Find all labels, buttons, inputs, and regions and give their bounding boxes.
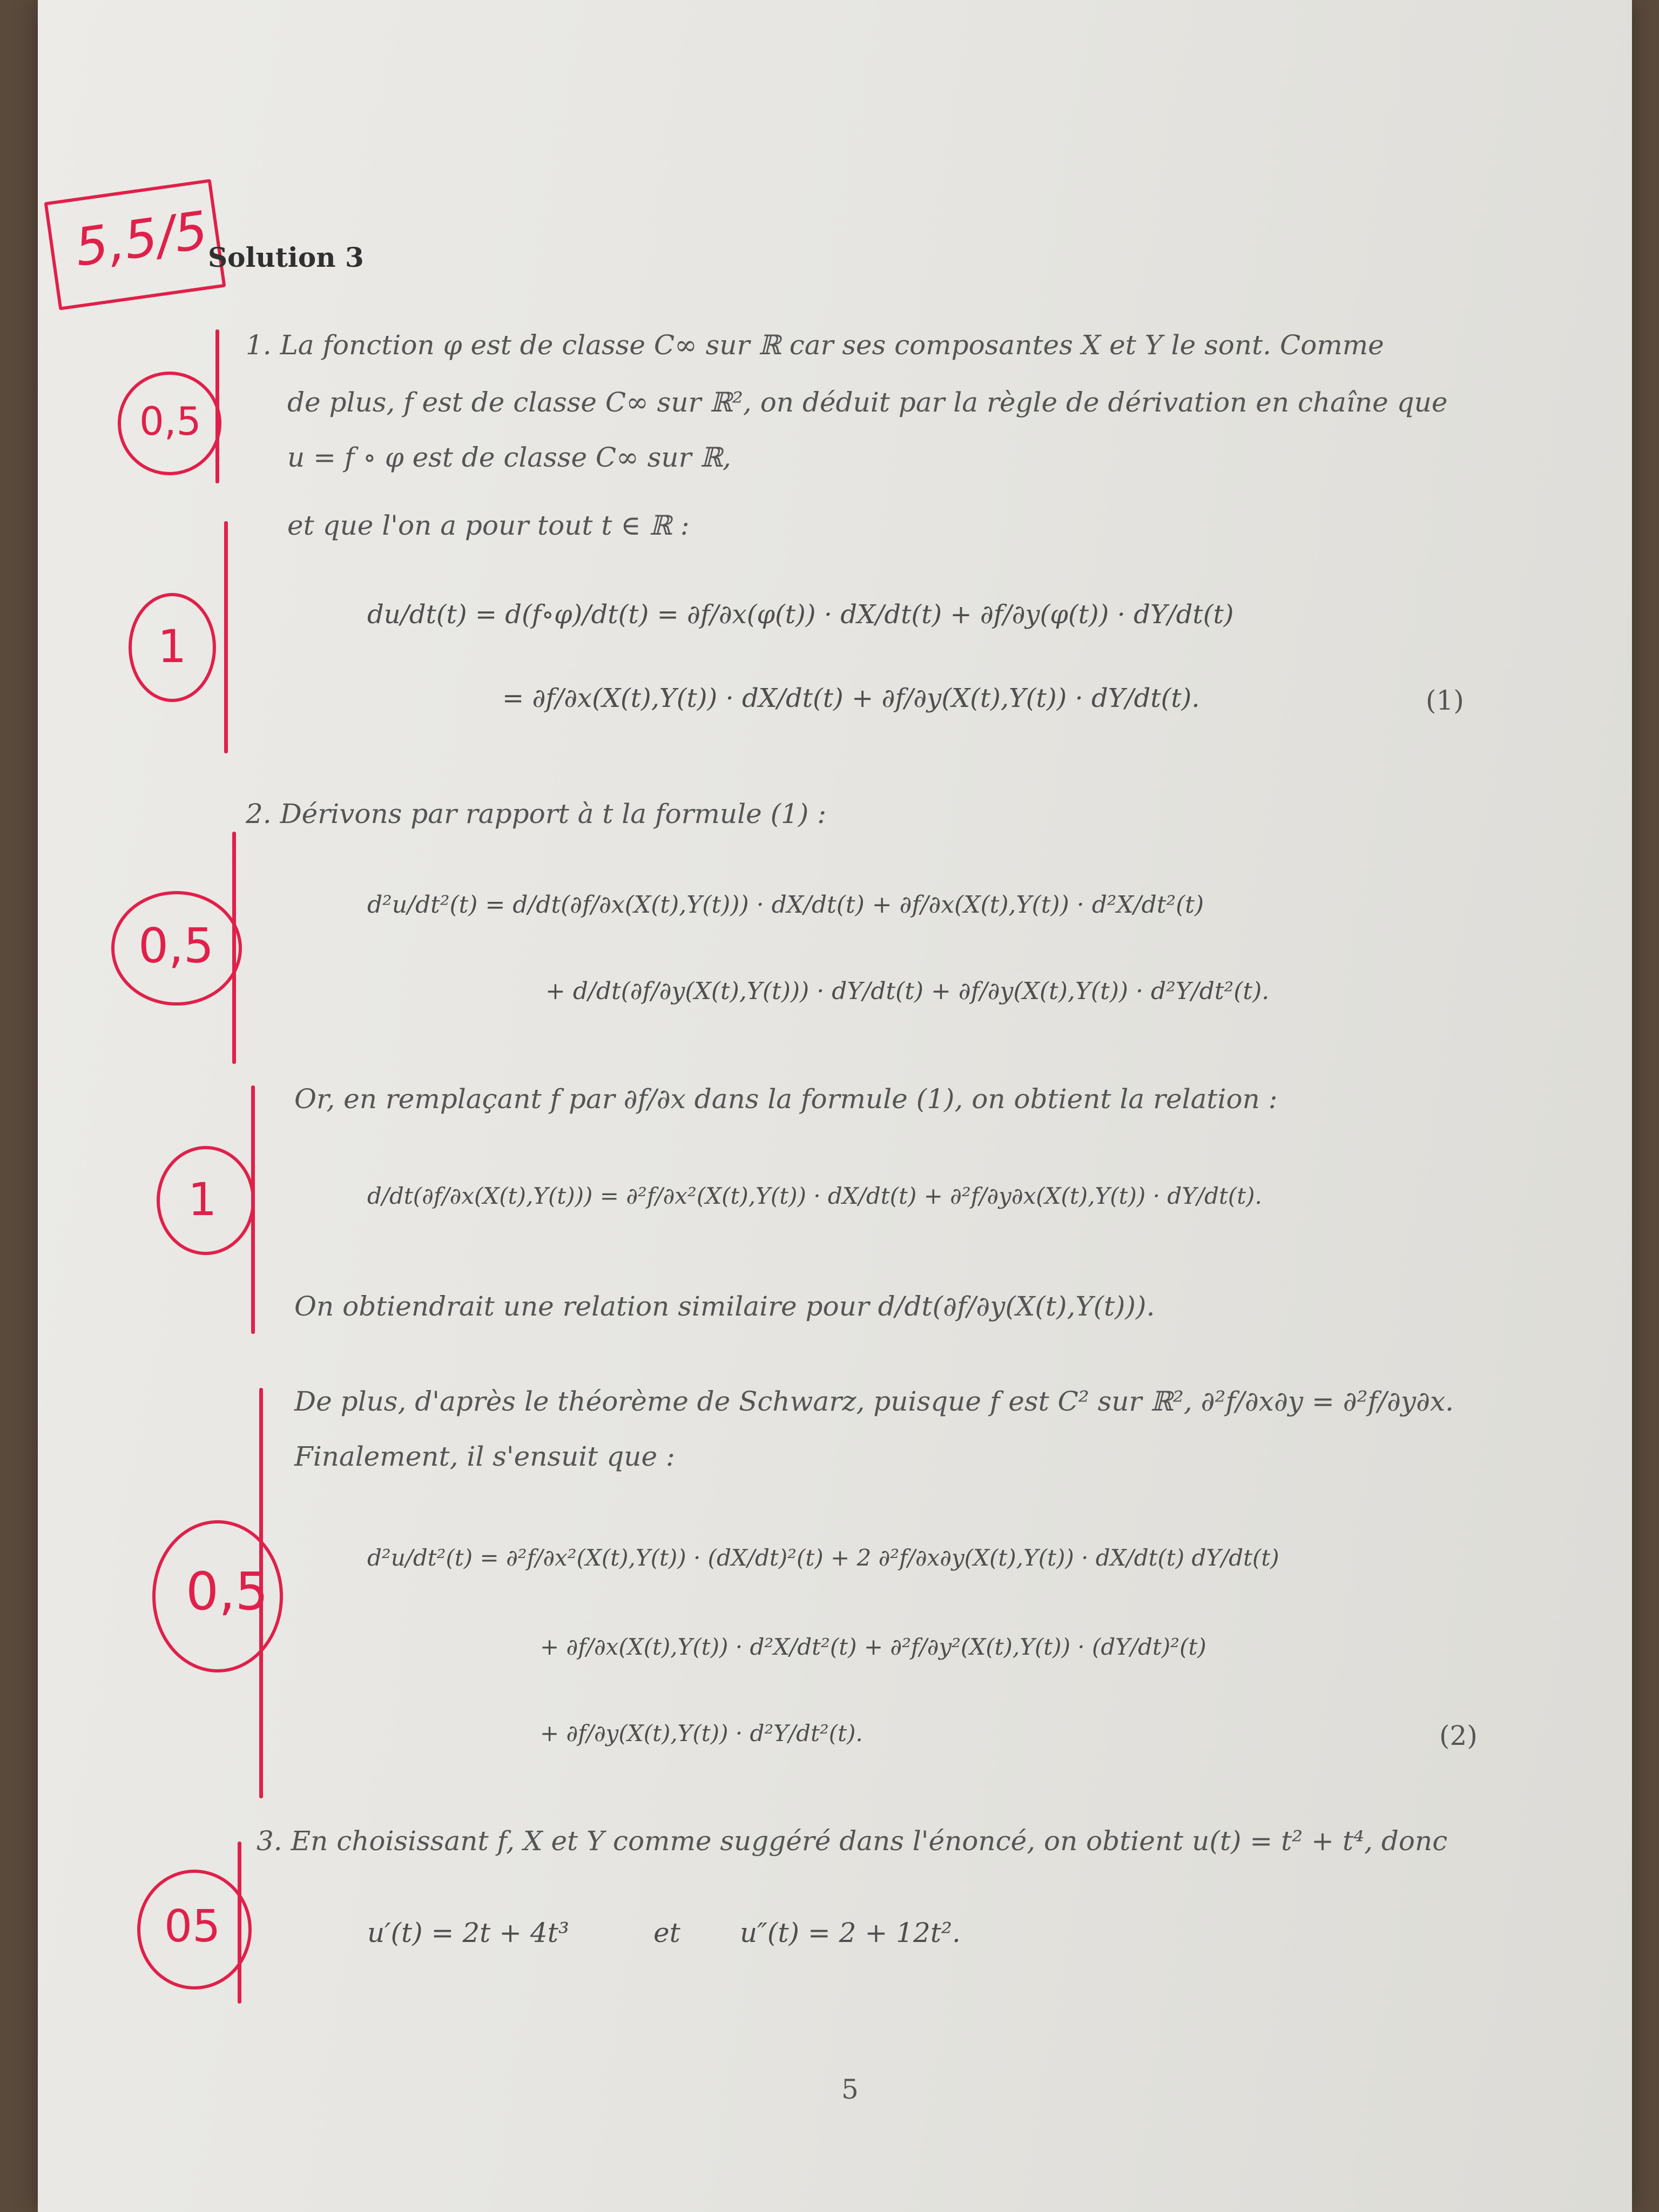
exam-page: [38, 0, 1632, 2212]
similar-line: On obtiendrait une relation similaire pour d/dt(∂f/∂y(X(t),Y(t))).: [294, 1291, 1155, 1322]
margin-mark-5: 0,5: [186, 1561, 268, 1622]
margin-mark-circle-2: [129, 593, 216, 702]
s3-line1: 3. En choisissant f, X et Y comme suggéré dans l'énoncé, on obtient u(t) = t² + t⁴, donc: [257, 1825, 1448, 1857]
solution-title: Solution 3: [208, 241, 364, 273]
equation-1b: = ∂f/∂x(X(t),Y(t)) · dX/dt(t) + ∂f/∂y(X(t),Y(t)) · dY/dt(t).: [502, 683, 1200, 713]
margin-mark-circle-4: [157, 1146, 255, 1255]
equation-4a: d²u/dt²(t) = ∂²f/∂x²(X(t),Y(t)) · (dX/dt)²(t) + 2 ∂²f/∂x∂y(X(t),Y(t)) · dX/dt(t) dY/dt(t): [367, 1545, 1279, 1571]
equation-2a: d²u/dt²(t) = d/dt(∂f/∂x(X(t),Y(t))) · dX/dt(t) + ∂f/∂x(X(t),Y(t)) · d²X/dt²(t): [367, 891, 1204, 919]
margin-mark-4: 1: [188, 1173, 217, 1226]
margin-mark-2: 1: [158, 620, 187, 673]
margin-mark-circle-5: [152, 1520, 283, 1673]
equation-2b: + d/dt(∂f/∂y(X(t),Y(t))) · dY/dt(t) + ∂f/∂y(X(t),Y(t)) · d²Y/dt²(t).: [545, 977, 1270, 1005]
grade-box: [44, 179, 226, 310]
grade-text: 5,5/5: [71, 199, 212, 278]
equation-number-2: (2): [1439, 1720, 1478, 1751]
margin-mark-3: 0,5: [138, 918, 214, 974]
schwarz-line: De plus, d'après le théorème de Schwarz, puisque f est C² sur ℝ², ∂²f/∂x∂y = ∂²f/∂y∂x.: [294, 1386, 1454, 1417]
margin-mark-circle-6: [137, 1870, 252, 1990]
margin-bar-2: [224, 521, 228, 753]
or-line: Or, en remplaçant f par ∂f/∂x dans la formule (1), on obtient la relation :: [294, 1083, 1278, 1115]
s1-line1: 1. La fonction φ est de classe C∞ sur ℝ car ses composantes X et Y le sont. Comme: [246, 329, 1384, 361]
s1-line2: de plus, f est de classe C∞ sur ℝ², on déduit par la règle de dérivation en chaîne que: [287, 387, 1448, 418]
s1-line4: et que l'on a pour tout t ∈ ℝ :: [287, 510, 690, 541]
s3-eq-left: u′(t) = 2t + 4t³: [367, 1917, 569, 1948]
margin-mark-circle-1: [118, 372, 221, 475]
equation-number-1: (1): [1426, 685, 1464, 716]
equation-4c: + ∂f/∂y(X(t),Y(t)) · d²Y/dt²(t).: [540, 1720, 863, 1746]
margin-mark-circle-3: [111, 891, 242, 1006]
equation-4b: + ∂f/∂x(X(t),Y(t)) · d²X/dt²(t) + ∂²f/∂y²(X(t),Y(t)) · (dY/dt)²(t): [540, 1634, 1206, 1660]
margin-mark-1: 0,5: [139, 399, 201, 444]
s2-intro: 2. Dérivons par rapport à t la formule (1) :: [246, 798, 827, 830]
margin-mark-6: 05: [164, 1901, 221, 1952]
equation-1a: du/dt(t) = d(f∘φ)/dt(t) = ∂f/∂x(φ(t)) · dX/dt(t) + ∂f/∂y(φ(t)) · dY/dt(t): [367, 599, 1234, 630]
s3-et: et: [653, 1917, 680, 1948]
s3-eq-right: u″(t) = 2 + 12t².: [740, 1917, 961, 1948]
page-number: 5: [841, 2074, 859, 2105]
s1-line3: u = f ∘ φ est de classe C∞ sur ℝ,: [287, 442, 731, 473]
finalement-line: Finalement, il s'ensuit que :: [294, 1441, 675, 1472]
equation-3: d/dt(∂f/∂x(X(t),Y(t))) = ∂²f/∂x²(X(t),Y(t)) · dX/dt(t) + ∂²f/∂y∂x(X(t),Y(t)) · dY/dt(t).: [367, 1183, 1262, 1209]
